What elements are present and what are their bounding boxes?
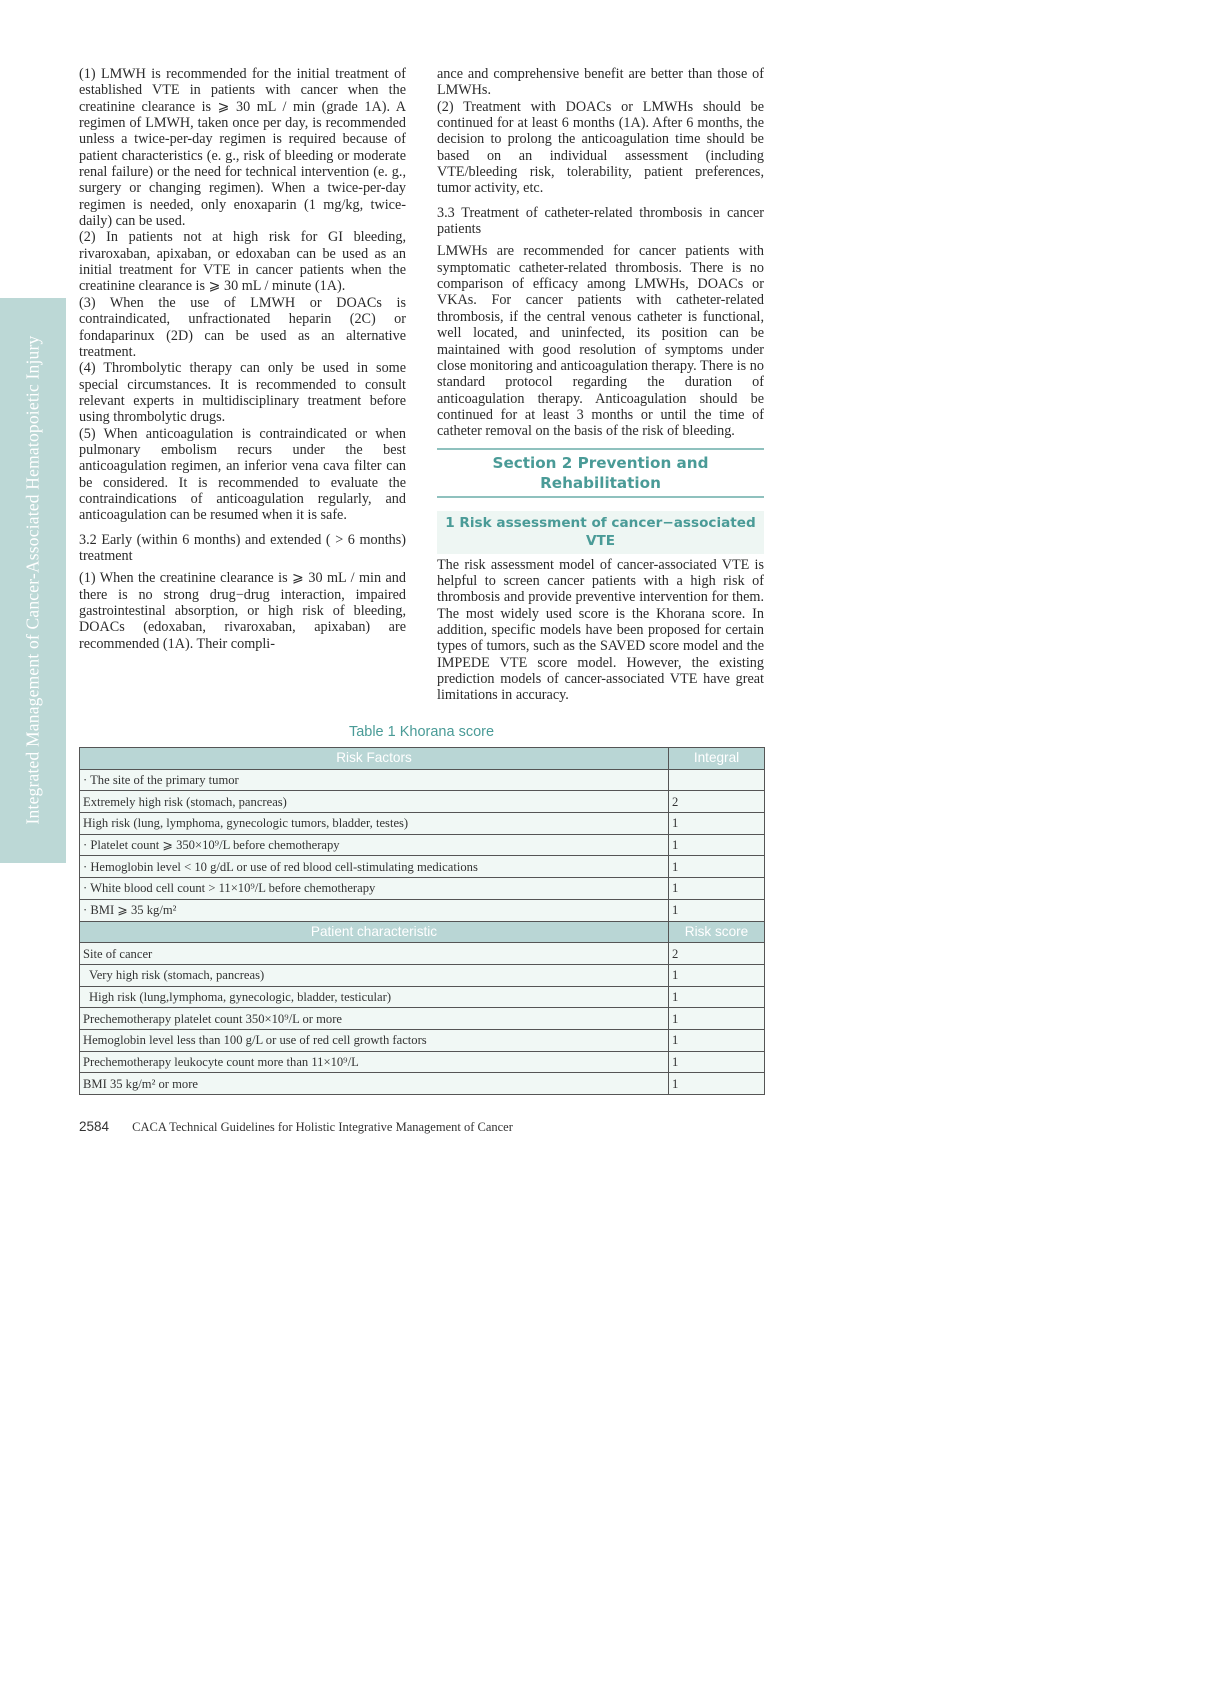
table-cell-score: 1 [669,813,765,835]
table-cell-score: 1 [669,856,765,878]
table-cell-factor: Hemoglobin level less than 100 g/L or use of red cell growth factors [80,1029,669,1051]
journal-title: CACA Technical Guidelines for Holistic Integrative Management of Cancer [132,1120,513,1134]
paragraph: ance and comprehensive benefit are better than those of LMWHs. [437,66,764,99]
paragraph: (2) In patients not at high risk for GI bleeding, rivaroxaban, apixaban, or edoxaban can be used as an initial treatment for VTE in cancer patients when the creatinine clearance is ⩾ 30 mL / minute (1A). [79,229,406,295]
table-cell-factor: · BMI ⩾ 35 kg/m² [80,899,669,921]
table-cell-factor: Very high risk (stomach, pancreas) [80,964,669,986]
table-cell-factor: · Hemoglobin level < 10 g/dL or use of red blood cell-stimulating medications [80,856,669,878]
subheading: 3.2 Early (within 6 months) and extended ( > 6 months) treatment [79,531,406,564]
table-caption: Table 1 Khorana score [348,724,495,740]
table-cell-factor: Site of cancer [80,943,669,965]
paragraph: LMWHs are recommended for cancer patients with symptomatic catheter-related thrombosis. There is no comparison of efficacy among LMWHs, DOACs or VKAs. For cancer patients with catheter-related thrombosis, if the central venous catheter is functional, well located, and uninfected, its position can be maintained with good resolution of symptoms under close monitoring and anticoagulation therapy. There is no standard protocol regarding the duration of anticoagulation therapy. Anticoagulation should be continued for at least 3 months or until the time of catheter removal on the basis of the risk of bleeding. [437,243,764,440]
paragraph: (4) Thrombolytic therapy can only be used in some special circumstances. It is recommended to consult relevant experts in multidisciplinary treatment before using thrombolytic drugs. [79,360,406,426]
table-cell-factor: · Platelet count ⩾ 350×10⁹/L before chemotherapy [80,834,669,856]
column-header: Risk score [669,921,765,943]
paragraph: The risk assessment model of cancer-associated VTE is helpful to screen cancer patients with a high risk of thrombosis and provide preventive intervention for them. The most widely used score is the Khorana score. In addition, specific models have been proposed for certain types of tumors, such as the SAVED score model and the IMPEDE VTE score model. However, the existing prediction models of cancer-associated VTE have great limitations in accuracy. [437,556,764,704]
table-row [80,943,765,965]
table-cell-factor: Prechemotherapy leukocyte count more than 11×10⁹/L [80,1051,669,1073]
paragraph: (1) When the creatinine clearance is ⩾ 30 mL / min and there is no strong drug−drug interaction, impaired gastrointestinal absorption, or high risk of bleeding, DOACs (edoxaban, rivaroxaban, apixaban) are recommended (1A). Their compli- [79,570,406,652]
table-cell-score: 1 [669,1073,765,1095]
table-row [80,986,765,1008]
khorana-table [79,747,765,1095]
page-number: 2584 [79,1119,110,1134]
left-column [79,66,406,652]
column-header: Risk Factors [80,748,669,770]
table-cell-factor: Prechemotherapy platelet count 350×10⁹/L or more [80,1008,669,1030]
page-footer [79,1119,513,1135]
table-cell-score: 1 [669,899,765,921]
table-cell-score: 1 [669,964,765,986]
section-heading: Section 2 Prevention and Rehabilitation [437,448,764,498]
running-title: Integrated Management of Cancer-Associated Hematopoietic Injury [22,335,43,825]
table-cell-score: 1 [669,1029,765,1051]
table-row [80,834,765,856]
subheading: 3.3 Treatment of catheter-related thrombosis in cancer patients [437,204,764,238]
table-row [80,1008,765,1030]
table-row [80,813,765,835]
table-row [80,791,765,813]
table-row [80,1029,765,1051]
table-cell-score: 1 [669,1051,765,1073]
table-cell-score: 1 [669,986,765,1008]
table-cell-factor: High risk (lung, lymphoma, gynecologic tumors, bladder, testes) [80,813,669,835]
table-cell-score: 1 [669,878,765,900]
sub-section-heading: 1 Risk assessment of cancer−associated VTE [437,511,764,554]
right-column [437,66,764,704]
table-row [80,1073,765,1095]
table-cell-factor: Extremely high risk (stomach, pancreas) [80,791,669,813]
table-cell-factor: BMI 35 kg/m² or more [80,1073,669,1095]
table-cell-score: 1 [669,1008,765,1030]
paragraph: (5) When anticoagulation is contraindicated or when pulmonary embolism recurs under the best anticoagulation regimen, an inferior vena cava filter can be considered. It is recommended to evaluate the contraindications of anticoagulation regularly, and anticoagulation can be resumed when it is safe. [79,425,406,524]
paragraph: (1) LMWH is recommended for the initial treatment of established VTE in patients with cancer when the creatinine clearance is ⩾ 30 mL / min (grade 1A). A regimen of LMWH, taken once per day, is recommended unless a twice-per-day regimen is required because of patient characteristics (e. g., risk of bleeding or moderate renal failure) or the need for technical intervention (e. g., surgery or changing regimen). When a twice-per-day regimen is needed, only enoxaparin (1 mg/kg, twice-daily) can be used. [79,66,406,230]
paragraph: (3) When the use of LMWH or DOACs is contraindicated, unfractionated heparin (2C) or fondaparinux (2D) can be used as an alternative treatment. [79,294,406,360]
table-row [80,1051,765,1073]
table-cell-factor: High risk (lung,lymphoma, gynecologic, bladder, testicular) [80,986,669,1008]
table-cell-factor: · The site of the primary tumor [80,769,669,791]
table-cell-score: 2 [669,791,765,813]
paragraph: (2) Treatment with DOACs or LMWHs should be continued for at least 6 months (1A). After 6 months, the decision to prolong the anticoagulation time should be based on an individual assessment (including VTE/bleeding risk, tolerability, patient preferences, tumor activity, etc. [437,98,764,197]
table-cell-score: 2 [669,943,765,965]
table-cell-score: 1 [669,834,765,856]
table-row [80,856,765,878]
running-title-band [0,298,66,863]
column-header: Patient characteristic [80,921,669,943]
table-row [80,769,765,791]
table-header-row [80,748,765,770]
table-header-row [80,921,765,943]
table-row [80,899,765,921]
column-header: Integral [669,748,765,770]
table-row [80,964,765,986]
table-cell-score [669,769,765,791]
table-cell-factor: · White blood cell count > 11×10⁹/L before chemotherapy [80,878,669,900]
table-row [80,878,765,900]
